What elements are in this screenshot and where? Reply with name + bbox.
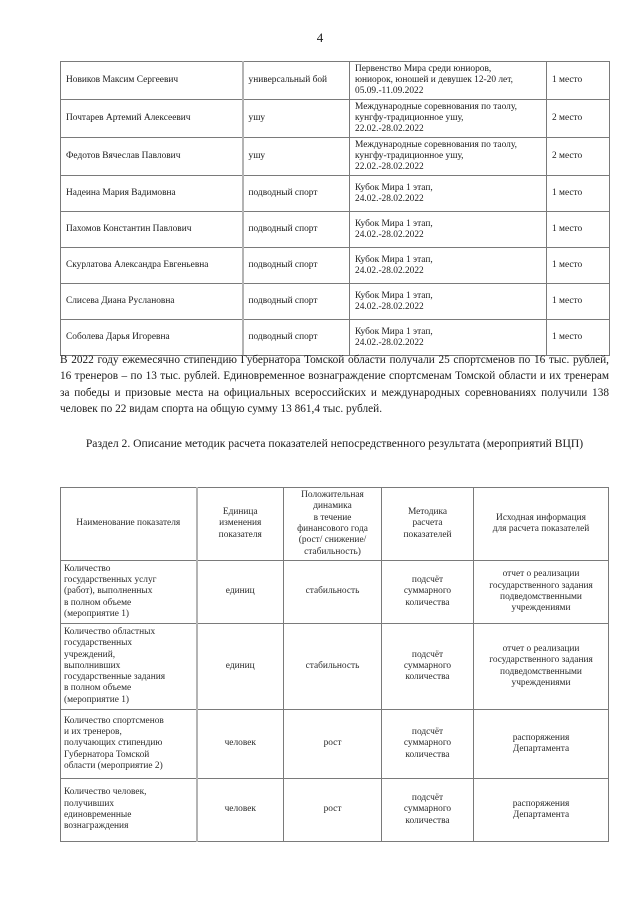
sport: подводный спорт — [243, 284, 350, 320]
indicator-method: подсчёт суммарного количества — [382, 710, 474, 779]
summary-paragraph: В 2022 году ежемесячно стипендию Губернатора Томской области получали 25 спортсменов по 16 тыс. рублей, 16 тренеров – по 13 тыс. рублей. Единовременное вознаграждение спортсменам Томской области и их тренерам за победы и призовые места на официальных всероссийских и международных соревнованиях получили 138 человек по 22 видам спорта на общую сумму 13 861,4 тыс. рублей. — [60, 354, 609, 416]
athlete-name: Надеина Мария Вадимовна — [61, 176, 243, 212]
table-row — [61, 176, 610, 212]
indicator-name: Количество областных государственных учреждений, выполнивших государственные задания в полном объеме (мероприятие 1) — [61, 624, 197, 710]
header-dynamics: Положительная динамика в течение финансового года (рост/ снижение/ стабильность) — [284, 488, 382, 561]
indicator-source: отчет о реализации государственного задания подведомственными учреждениями — [474, 624, 609, 710]
competition: Международные соревнования по таолу, кунгфу-традиционное ушу, 22.02.-28.02.2022 — [350, 100, 547, 138]
place: 1 место — [547, 62, 610, 100]
place: 1 место — [547, 320, 610, 356]
table-row — [61, 284, 610, 320]
place: 1 место — [547, 284, 610, 320]
athlete-name: Слисева Диана Руслановна — [61, 284, 243, 320]
table-row — [61, 62, 610, 100]
sport: ушу — [243, 138, 350, 176]
table-row — [61, 320, 610, 356]
indicator-source: отчет о реализации государственного задания подведомственными учреждениями — [474, 561, 609, 624]
header-unit: Единица изменения показателя — [197, 488, 284, 561]
sport: подводный спорт — [243, 320, 350, 356]
competition: Кубок Мира 1 этап, 24.02.-28.02.2022 — [350, 212, 547, 248]
sport: подводный спорт — [243, 176, 350, 212]
indicator-name: Количество человек, получивших единовременные вознаграждения — [61, 779, 197, 842]
competition: Кубок Мира 1 этап, 24.02.-28.02.2022 — [350, 320, 547, 356]
table-row — [61, 248, 610, 284]
athlete-name: Соболева Дарья Игоревна — [61, 320, 243, 356]
table-row — [61, 212, 610, 248]
table-row — [61, 138, 610, 176]
table-header-row — [61, 488, 609, 561]
athlete-name: Пахомов Константин Павлович — [61, 212, 243, 248]
header-method: Методика расчета показателей — [382, 488, 474, 561]
athlete-name: Скурлатова Александра Евгеньевна — [61, 248, 243, 284]
place: 1 место — [547, 248, 610, 284]
indicator-unit: единиц — [197, 624, 284, 710]
indicator-method: подсчёт суммарного количества — [382, 779, 474, 842]
competition: Первенство Мира среди юниоров, юниорок, юношей и девушек 12-20 лет, 05.09.-11.09.2022 — [350, 62, 547, 100]
table-row — [61, 100, 610, 138]
sport: универсальный бой — [243, 62, 350, 100]
indicator-dynamics: стабильность — [284, 624, 382, 710]
indicator-unit: человек — [197, 779, 284, 842]
header-indicator-name: Наименование показателя — [61, 488, 197, 561]
competition: Кубок Мира 1 этап, 24.02.-28.02.2022 — [350, 176, 547, 212]
place: 2 место — [547, 100, 610, 138]
competition: Кубок Мира 1 этап, 24.02.-28.02.2022 — [350, 248, 547, 284]
sport: подводный спорт — [243, 212, 350, 248]
competition: Международные соревнования по таолу, кунгфу-традиционное ушу, 22.02.-28.02.2022 — [350, 138, 547, 176]
athlete-name: Новиков Максим Сергеевич — [61, 62, 243, 100]
table-row — [61, 710, 609, 779]
indicator-dynamics: рост — [284, 710, 382, 779]
section-title: Раздел 2. Описание методик расчета показателей непосредственного результата (мероприятий ВЦП) — [85, 437, 584, 450]
competition: Кубок Мира 1 этап, 24.02.-28.02.2022 — [350, 284, 547, 320]
table-row — [61, 624, 609, 710]
indicator-dynamics: стабильность — [284, 561, 382, 624]
indicators-methodology-table — [60, 487, 609, 842]
indicator-name: Количество спортсменов и их тренеров, получающих стипендию Губернатора Томской области (мероприятие 2) — [61, 710, 197, 779]
athlete-name: Почтарев Артемий Алексеевич — [61, 100, 243, 138]
indicator-source: распоряжения Департамента — [474, 710, 609, 779]
athletes-awards-table — [60, 61, 610, 356]
header-source: Исходная информация для расчета показателей — [474, 488, 609, 561]
athlete-name: Федотов Вячеслав Павлович — [61, 138, 243, 176]
indicator-method: подсчёт суммарного количества — [382, 624, 474, 710]
sport: подводный спорт — [243, 248, 350, 284]
table-row — [61, 561, 609, 624]
indicator-source: распоряжения Департамента — [474, 779, 609, 842]
indicator-name: Количество государственных услуг (работ), выполненных в полном объеме (мероприятие 1) — [61, 561, 197, 624]
indicator-dynamics: рост — [284, 779, 382, 842]
sport: ушу — [243, 100, 350, 138]
place: 1 место — [547, 176, 610, 212]
indicator-method: подсчёт суммарного количества — [382, 561, 474, 624]
table-row — [61, 779, 609, 842]
place: 1 место — [547, 212, 610, 248]
indicator-unit: единиц — [197, 561, 284, 624]
indicator-unit: человек — [197, 710, 284, 779]
place: 2 место — [547, 138, 610, 176]
page-number: 4 — [316, 30, 324, 45]
